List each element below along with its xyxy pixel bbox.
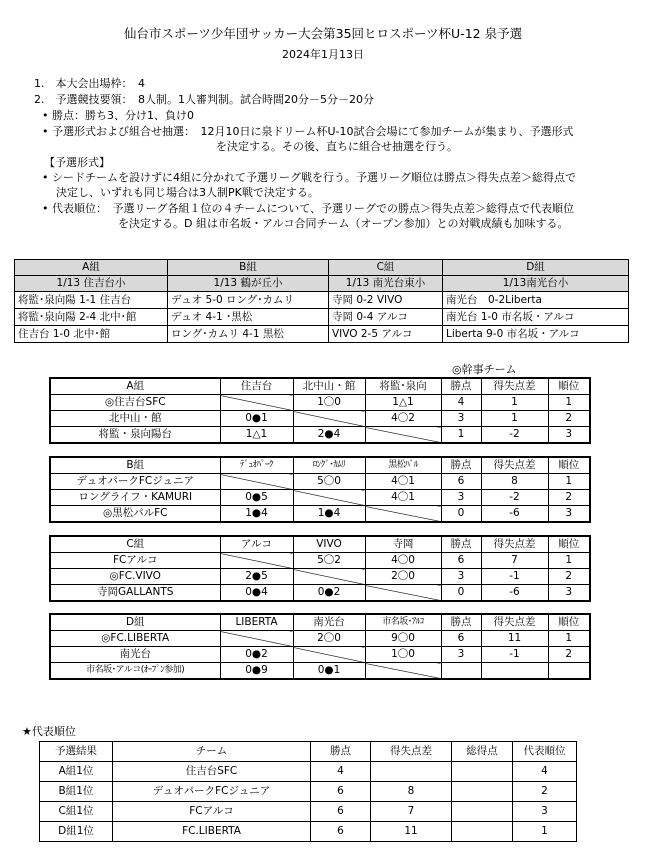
self-match-cell <box>220 553 293 569</box>
league-team-row <box>50 411 590 427</box>
ranking-cell: FC.LIBERTA <box>113 822 311 842</box>
league-table-a <box>49 377 591 444</box>
schedule-match: 南光台 0-2Liberta <box>443 292 629 309</box>
self-match-cell <box>365 506 441 523</box>
team-rank: 3 <box>548 427 590 444</box>
host-team-note: ◎幹事チーム <box>452 363 517 376</box>
page-title: 仙台市スポーツ少年団サッカー大会第35回ヒロスポーツ杯U-12 泉予選 <box>123 26 523 41</box>
goal-diff-header: 得失点差 <box>481 614 548 631</box>
league-opponent-header: 住吉台 <box>220 378 293 395</box>
league-team-row <box>50 631 590 647</box>
team-points <box>441 663 481 680</box>
schedule-venue: 1/13 住吉台小 <box>15 276 168 292</box>
rule-format: 2. 予選競技要領： 8人制。1人審判制。試合時間20分－5分－20分 <box>34 93 374 106</box>
league-table-b <box>49 456 591 523</box>
match-result: 0●9 <box>220 663 293 680</box>
league-header-row <box>50 378 590 395</box>
ranking-cell: 1 <box>513 822 577 842</box>
schedule-venue: 1/13 南光台東小 <box>329 276 443 292</box>
match-result: 1●4 <box>220 506 293 523</box>
ranking-cell: A組1位 <box>40 762 113 782</box>
format-heading: 【予選形式】 <box>44 156 110 169</box>
ranking-row <box>40 802 577 822</box>
ranking-cell <box>371 762 452 782</box>
league-opponent-header: 寺岡 <box>365 536 441 553</box>
match-result: 0●2 <box>220 647 293 663</box>
ranking-cell: デュオパークFCジュニア <box>113 782 311 802</box>
league-team-row <box>50 569 590 585</box>
schedule-header-row <box>15 260 629 276</box>
team-name: ◎黒松パルFC <box>50 506 220 523</box>
team-rank: 1 <box>548 631 590 647</box>
team-goal-diff: -1 <box>481 569 548 585</box>
rule-points: • 勝点：勝ち3、分け1、負け0 <box>42 109 194 122</box>
team-points: 3 <box>441 647 481 663</box>
team-name: ◎FC.VIVO <box>50 569 220 585</box>
match-result: 4〇1 <box>365 474 441 490</box>
ranking-column-header: 総得点 <box>452 742 513 762</box>
league-team-row <box>50 647 590 663</box>
league-opponent-header: 将監･泉向 <box>365 378 441 395</box>
match-result: 1●4 <box>293 506 365 523</box>
schedule-match: デュオ 4-1 ･黒松 <box>168 309 329 326</box>
ranking-cell <box>452 762 513 782</box>
team-goal-diff: 1 <box>481 395 548 411</box>
league-team-row <box>50 585 590 602</box>
match-result: 4〇0 <box>365 553 441 569</box>
team-rank: 2 <box>548 569 590 585</box>
match-result: 0●5 <box>220 490 293 506</box>
team-goal-diff: -1 <box>481 647 548 663</box>
schedule-group-label: A組 <box>15 260 168 276</box>
ranking-cell: D組1位 <box>40 822 113 842</box>
match-result: 2●4 <box>293 427 365 444</box>
ranking-table <box>39 741 577 842</box>
schedule-group-label: B組 <box>168 260 329 276</box>
league-team-row <box>50 506 590 523</box>
league-opponent-header: ﾛﾝｸﾞ･ｶﾑﾘ <box>293 457 365 474</box>
team-rank: 1 <box>548 395 590 411</box>
ranking-cell: 11 <box>371 822 452 842</box>
team-goal-diff: 7 <box>481 553 548 569</box>
schedule-venue-row <box>15 276 629 292</box>
team-name: 市名坂･アルコ(ｵｰﾌﾟﾝ参加) <box>50 663 220 680</box>
schedule-group-label: D組 <box>443 260 629 276</box>
ranking-row <box>40 822 577 842</box>
self-match-cell <box>365 427 441 444</box>
league-header-row <box>50 614 590 631</box>
schedule-group-label: C組 <box>329 260 443 276</box>
match-result: 9〇0 <box>365 631 441 647</box>
match-result: 0●1 <box>293 663 365 680</box>
goal-diff-header: 得失点差 <box>481 378 548 395</box>
league-team-row <box>50 395 590 411</box>
league-opponent-header: LIBERTA <box>220 614 293 631</box>
league-opponent-header: ﾃﾞｭｵﾊﾟｰｸ <box>220 457 293 474</box>
team-goal-diff: 8 <box>481 474 548 490</box>
team-points: 0 <box>441 506 481 523</box>
match-result: 0●4 <box>220 585 293 602</box>
schedule-match: 南光台 1-0 市名坂・アルコ <box>443 309 629 326</box>
points-header: 勝点 <box>441 457 481 474</box>
ranking-column-header: 代表順位 <box>513 742 577 762</box>
match-result: 0●2 <box>293 585 365 602</box>
league-team-row <box>50 553 590 569</box>
league-team-row <box>50 490 590 506</box>
match-result: 1〇0 <box>365 647 441 663</box>
schedule-match: 寺岡 0-4 アルコ <box>329 309 443 326</box>
team-points: 6 <box>441 474 481 490</box>
rule-quota: 1. 本大会出場枠： 4 <box>34 77 145 90</box>
schedule-match: ロング･カムリ 4-1 黒松 <box>168 326 329 343</box>
team-points: 6 <box>441 553 481 569</box>
format-league: • シードチームを設けずに4組に分かれて予選リーグ戦を行う。予選リーグ順位は勝点＞得失点差＞総得点で <box>42 171 576 184</box>
self-match-cell <box>220 395 293 411</box>
team-points: 3 <box>441 411 481 427</box>
team-name: ◎住吉台SFC <box>50 395 220 411</box>
schedule-match: 寺岡 0-2 VIVO <box>329 292 443 309</box>
ranking-column-header: 得失点差 <box>371 742 452 762</box>
league-group-name: D組 <box>50 614 220 631</box>
self-match-cell <box>293 411 365 427</box>
ranking-cell: 3 <box>513 802 577 822</box>
ranking-cell: 6 <box>311 822 371 842</box>
goal-diff-header: 得失点差 <box>481 536 548 553</box>
match-result: 2〇0 <box>293 631 365 647</box>
schedule-venue: 1/13 鶴が丘小 <box>168 276 329 292</box>
match-result: 5〇2 <box>293 553 365 569</box>
league-team-row <box>50 663 590 680</box>
match-result: 1△1 <box>220 427 293 444</box>
league-table-d <box>49 613 591 680</box>
ranking-header-row <box>40 742 577 762</box>
format-league-cont: 決定し、いずれも同じ場合は3人制PK戦で決定する。 <box>56 186 319 199</box>
team-rank: 2 <box>548 647 590 663</box>
schedule-match: VIVO 2-5 アルコ <box>329 326 443 343</box>
ranking-cell: 6 <box>311 782 371 802</box>
ranking-cell: C組1位 <box>40 802 113 822</box>
match-result: 1△1 <box>365 395 441 411</box>
team-rank: 3 <box>548 585 590 602</box>
rank-header: 順位 <box>548 457 590 474</box>
team-rank: 3 <box>548 506 590 523</box>
team-goal-diff: -2 <box>481 427 548 444</box>
team-goal-diff: -2 <box>481 490 548 506</box>
league-team-row <box>50 427 590 444</box>
ranking-cell: 6 <box>311 802 371 822</box>
format-representative-cont: を決定する。D 組は市名坂・アルコ合同チーム（オープン参加）との対戦成績も加味する。 <box>118 217 569 230</box>
league-opponent-header: 南光台 <box>293 614 365 631</box>
self-match-cell <box>365 663 441 680</box>
self-match-cell <box>293 569 365 585</box>
ranking-cell: 2 <box>513 782 577 802</box>
ranking-cell: 7 <box>371 802 452 822</box>
rank-header: 順位 <box>548 536 590 553</box>
match-result: 4〇2 <box>365 411 441 427</box>
rank-header: 順位 <box>548 378 590 395</box>
schedule-match-row <box>15 326 629 343</box>
team-goal-diff: -6 <box>481 506 548 523</box>
schedule-match-row <box>15 309 629 326</box>
ranking-cell <box>452 782 513 802</box>
schedule-match: Liberta 9-0 市名坂・アルコ <box>443 326 629 343</box>
self-match-cell <box>220 631 293 647</box>
self-match-cell <box>293 647 365 663</box>
ranking-row <box>40 782 577 802</box>
ranking-column-header: 勝点 <box>311 742 371 762</box>
ranking-cell: 4 <box>311 762 371 782</box>
team-name: 北中山・館 <box>50 411 220 427</box>
ranking-cell <box>452 802 513 822</box>
team-goal-diff: 11 <box>481 631 548 647</box>
league-team-row <box>50 474 590 490</box>
team-points: 0 <box>441 585 481 602</box>
team-points: 3 <box>441 569 481 585</box>
match-result: 1〇0 <box>293 395 365 411</box>
team-name: 将監・泉向陽台 <box>50 427 220 444</box>
league-group-name: C組 <box>50 536 220 553</box>
team-name: デュオパークFCジュニア <box>50 474 220 490</box>
team-rank: 2 <box>548 411 590 427</box>
match-result: 2●5 <box>220 569 293 585</box>
league-opponent-header: 北中山・館 <box>293 378 365 395</box>
self-match-cell <box>220 474 293 490</box>
team-points: 6 <box>441 631 481 647</box>
points-header: 勝点 <box>441 536 481 553</box>
match-result: 5〇0 <box>293 474 365 490</box>
points-header: 勝点 <box>441 378 481 395</box>
ranking-cell: 住吉台SFC <box>113 762 311 782</box>
rule-draw: • 予選形式および組合せ抽選： 12月10日に泉ドリーム杯U-10試合会場にて参加チームが集まり、予選形式 <box>42 125 574 138</box>
team-rank: 1 <box>548 553 590 569</box>
rule-draw-cont: を決定する。その後、直ちに組合せ抽選を行う。 <box>216 140 458 153</box>
self-match-cell <box>365 585 441 602</box>
team-points: 4 <box>441 395 481 411</box>
goal-diff-header: 得失点差 <box>481 457 548 474</box>
league-opponent-header: 黒松ﾊﾟﾙ <box>365 457 441 474</box>
match-result: 4〇1 <box>365 490 441 506</box>
page-date: 2024年1月13日 <box>282 48 364 61</box>
league-group-name: B組 <box>50 457 220 474</box>
league-table-c <box>49 535 591 602</box>
schedule-table <box>14 259 629 343</box>
ranking-column-header: チーム <box>113 742 311 762</box>
schedule-match: 将監･泉向陽 2-4 北中･館 <box>15 309 168 326</box>
ranking-row <box>40 762 577 782</box>
schedule-match-row <box>15 292 629 309</box>
points-header: 勝点 <box>441 614 481 631</box>
format-representative: • 代表順位： 予選リーグ各組１位の４チームについて、予選リーグでの勝点＞得失点差＞総得点で代表順位 <box>42 202 575 215</box>
team-name: 寺岡GALLANTS <box>50 585 220 602</box>
team-name: ◎FC.LIBERTA <box>50 631 220 647</box>
league-header-row <box>50 457 590 474</box>
ranking-cell <box>452 822 513 842</box>
ranking-cell: 8 <box>371 782 452 802</box>
team-rank: 2 <box>548 490 590 506</box>
schedule-match: 将監･泉向陽 1-1 住吉台 <box>15 292 168 309</box>
match-result: 2〇0 <box>365 569 441 585</box>
ranking-cell: FCアルコ <box>113 802 311 822</box>
schedule-venue: 1/13南光台小 <box>443 276 629 292</box>
league-header-row <box>50 536 590 553</box>
team-name: 南光台 <box>50 647 220 663</box>
team-goal-diff: 1 <box>481 411 548 427</box>
ranking-cell: B組1位 <box>40 782 113 802</box>
schedule-match: デュオ 5-0 ロング･カムリ <box>168 292 329 309</box>
league-opponent-header: VIVO <box>293 536 365 553</box>
team-name: FCアルコ <box>50 553 220 569</box>
league-opponent-header: 市名坂･ｱﾙｺ <box>365 614 441 631</box>
self-match-cell <box>293 490 365 506</box>
league-opponent-header: アルコ <box>220 536 293 553</box>
ranking-column-header: 予選結果 <box>40 742 113 762</box>
team-rank: 1 <box>548 474 590 490</box>
ranking-cell: 4 <box>513 762 577 782</box>
team-goal-diff <box>481 663 548 680</box>
team-goal-diff: -6 <box>481 585 548 602</box>
team-rank <box>548 663 590 680</box>
rank-header: 順位 <box>548 614 590 631</box>
team-points: 3 <box>441 490 481 506</box>
schedule-match: 住吉台 1-0 北中･館 <box>15 326 168 343</box>
team-name: ロングライフ・KAMURI <box>50 490 220 506</box>
league-group-name: A組 <box>50 378 220 395</box>
team-points: 1 <box>441 427 481 444</box>
match-result: 0●1 <box>220 411 293 427</box>
ranking-heading: ★代表順位 <box>22 725 76 738</box>
